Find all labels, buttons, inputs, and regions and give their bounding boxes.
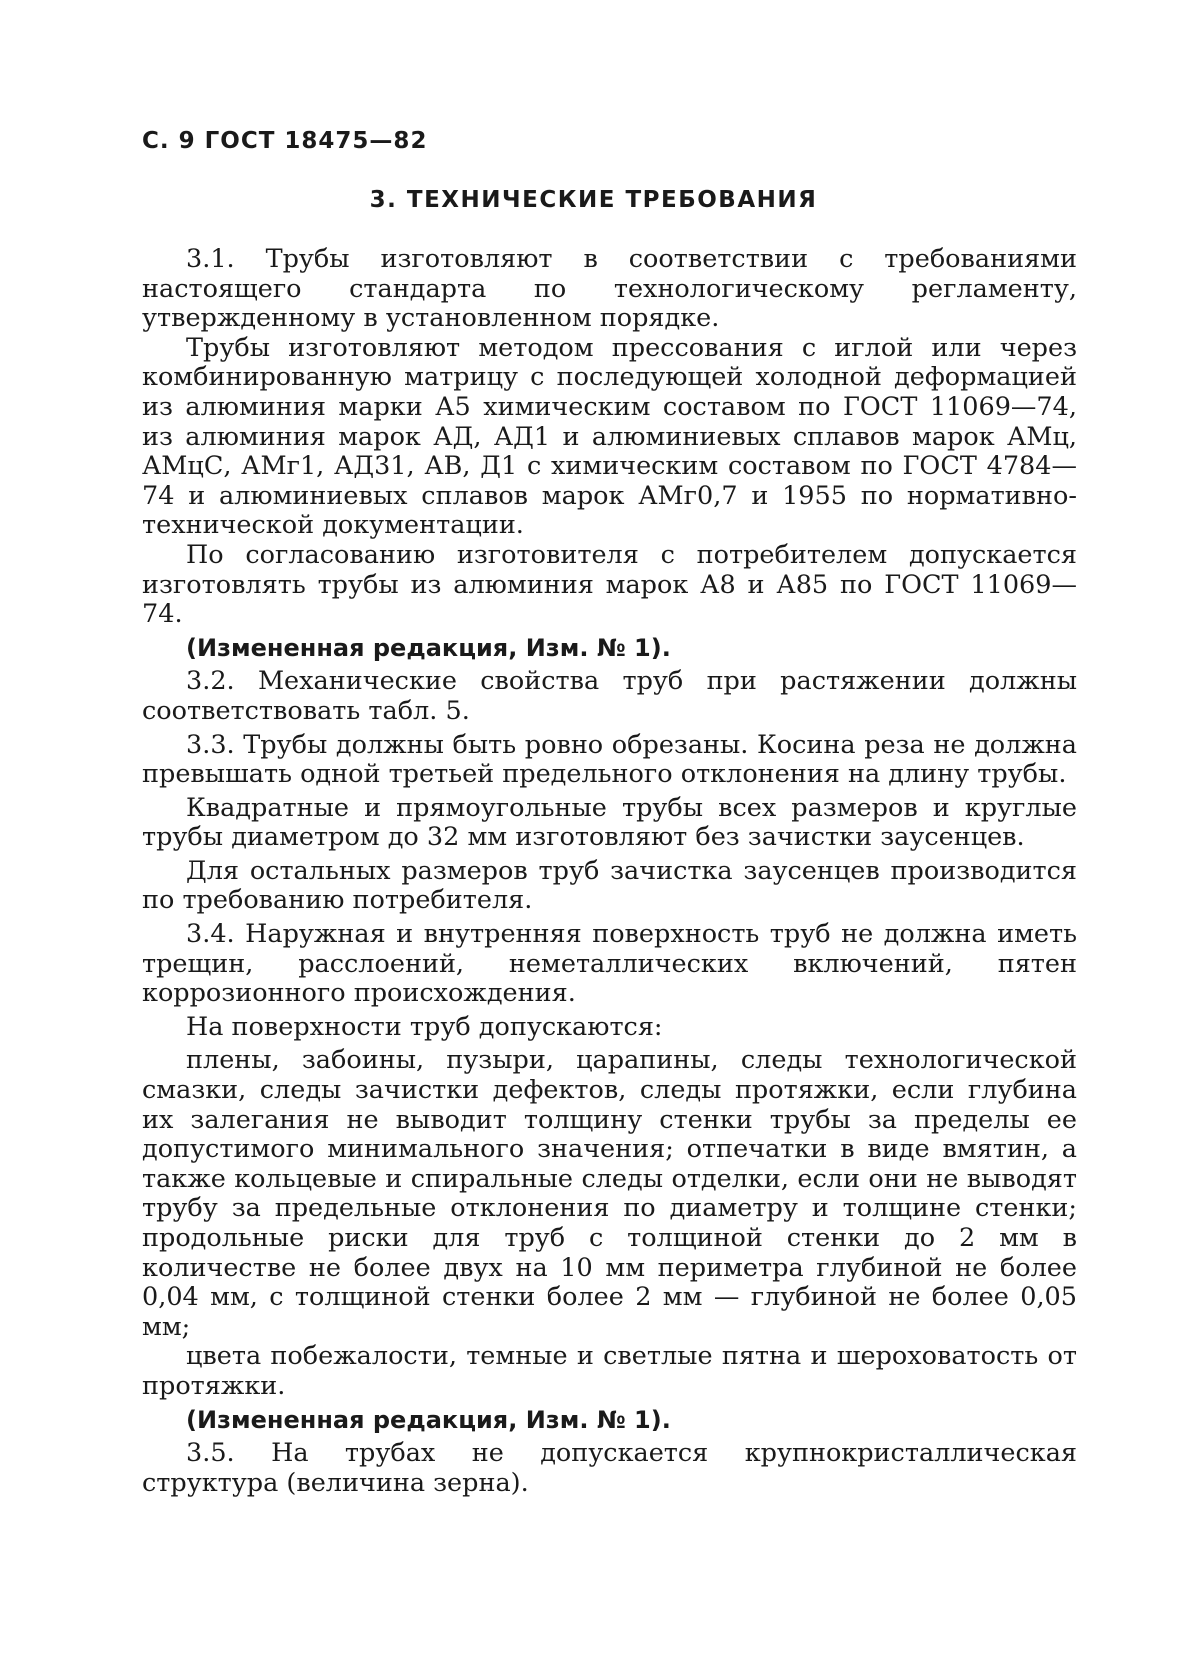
paragraph-3-3-other: Для остальных размеров труб зачистка заусенцев производится по требованию потребителя. [142, 855, 1077, 916]
paragraph-3-5: 3.5. На трубах не допускается крупнокристаллическая структура (величина зерна). [142, 1438, 1077, 1498]
paragraph-3-4-list-2: цвета побежалости, темные и светлые пятна и шероховатость от протяжки. [142, 1341, 1077, 1401]
paragraph-3-1-method: Трубы изготовляют методом прессования с иглой или через комбинированную матрицу с последующей холодной деформацией из алюминия марки А5 химическим составом по ГОСТ 11069—74, из алюминия марок АД, АД1 и алюминиевых сплавов марок АМц, АМцС, АМг1, АД31, АВ, Д1 с химическим составом по ГОСТ 4784—74 и алюминиевых сплавов марок АМг0,7 и 1955 по нормативно-технической документации. [142, 332, 1077, 541]
body-text [142, 245, 1077, 1498]
paragraph-3-4-allowed: На поверхности труб допускаются: [186, 1011, 663, 1042]
paragraph-3-1-agreement: По согласованию изготовителя с потребителем допускается изготовлять трубы из алюминия марок А8 и А85 по ГОСТ 11069—74. [142, 539, 1077, 630]
edit-note: (Измененная редакция, Изм. № 1). [186, 633, 671, 662]
paragraph-3-2: 3.2. Механические свойства труб при растяжении должны соответствовать табл. 5. [142, 666, 1077, 726]
edit-note: (Измененная редакция, Изм. № 1). [186, 1405, 671, 1434]
paragraph-3-4-list-1: плены, забоины, пузыри, царапины, следы технологической смазки, следы зачистки дефектов, следы протяжки, если глубина их залегания не выводит толщину стенки трубы за пределы ее допустимого минимального значения; отпечатки в виде вмятин, а также кольцевые и спиральные следы отделки, если они не выводят трубу за предельные отклонения по диаметру и толщине стенки; продольные риски для труб с толщиной стенки до 2 мм в количестве не более двух на 10 мм периметра глубиной не более 0,04 мм, с толщиной стенки более 2 мм — глубиной не более 0,05 мм; [142, 1045, 1077, 1342]
running-head: С. 9 ГОСТ 18475—82 [142, 128, 428, 154]
paragraph-3-1: 3.1. Трубы изготовляют в соответствии с требованиями настоящего стандарта по технологическому регламенту, утвержденному в установленном порядке. [142, 244, 1077, 334]
section-title: 3. ТЕХНИЧЕСКИЕ ТРЕБОВАНИЯ [369, 187, 818, 213]
paragraph-3-3-square: Квадратные и прямоугольные трубы всех размеров и круглые трубы диаметром до 32 мм изготовляют без зачистки заусенцев. [142, 792, 1077, 853]
paragraph-3-3: 3.3. Трубы должны быть ровно обрезаны. Косина реза не должна превышать одной третьей предельного отклонения на длину трубы. [142, 729, 1077, 790]
paragraph-3-4: 3.4. Наружная и внутренняя поверхность труб не должна иметь трещин, расслоений, неметаллических включений, пятен коррозионного происхождения. [142, 919, 1077, 1009]
